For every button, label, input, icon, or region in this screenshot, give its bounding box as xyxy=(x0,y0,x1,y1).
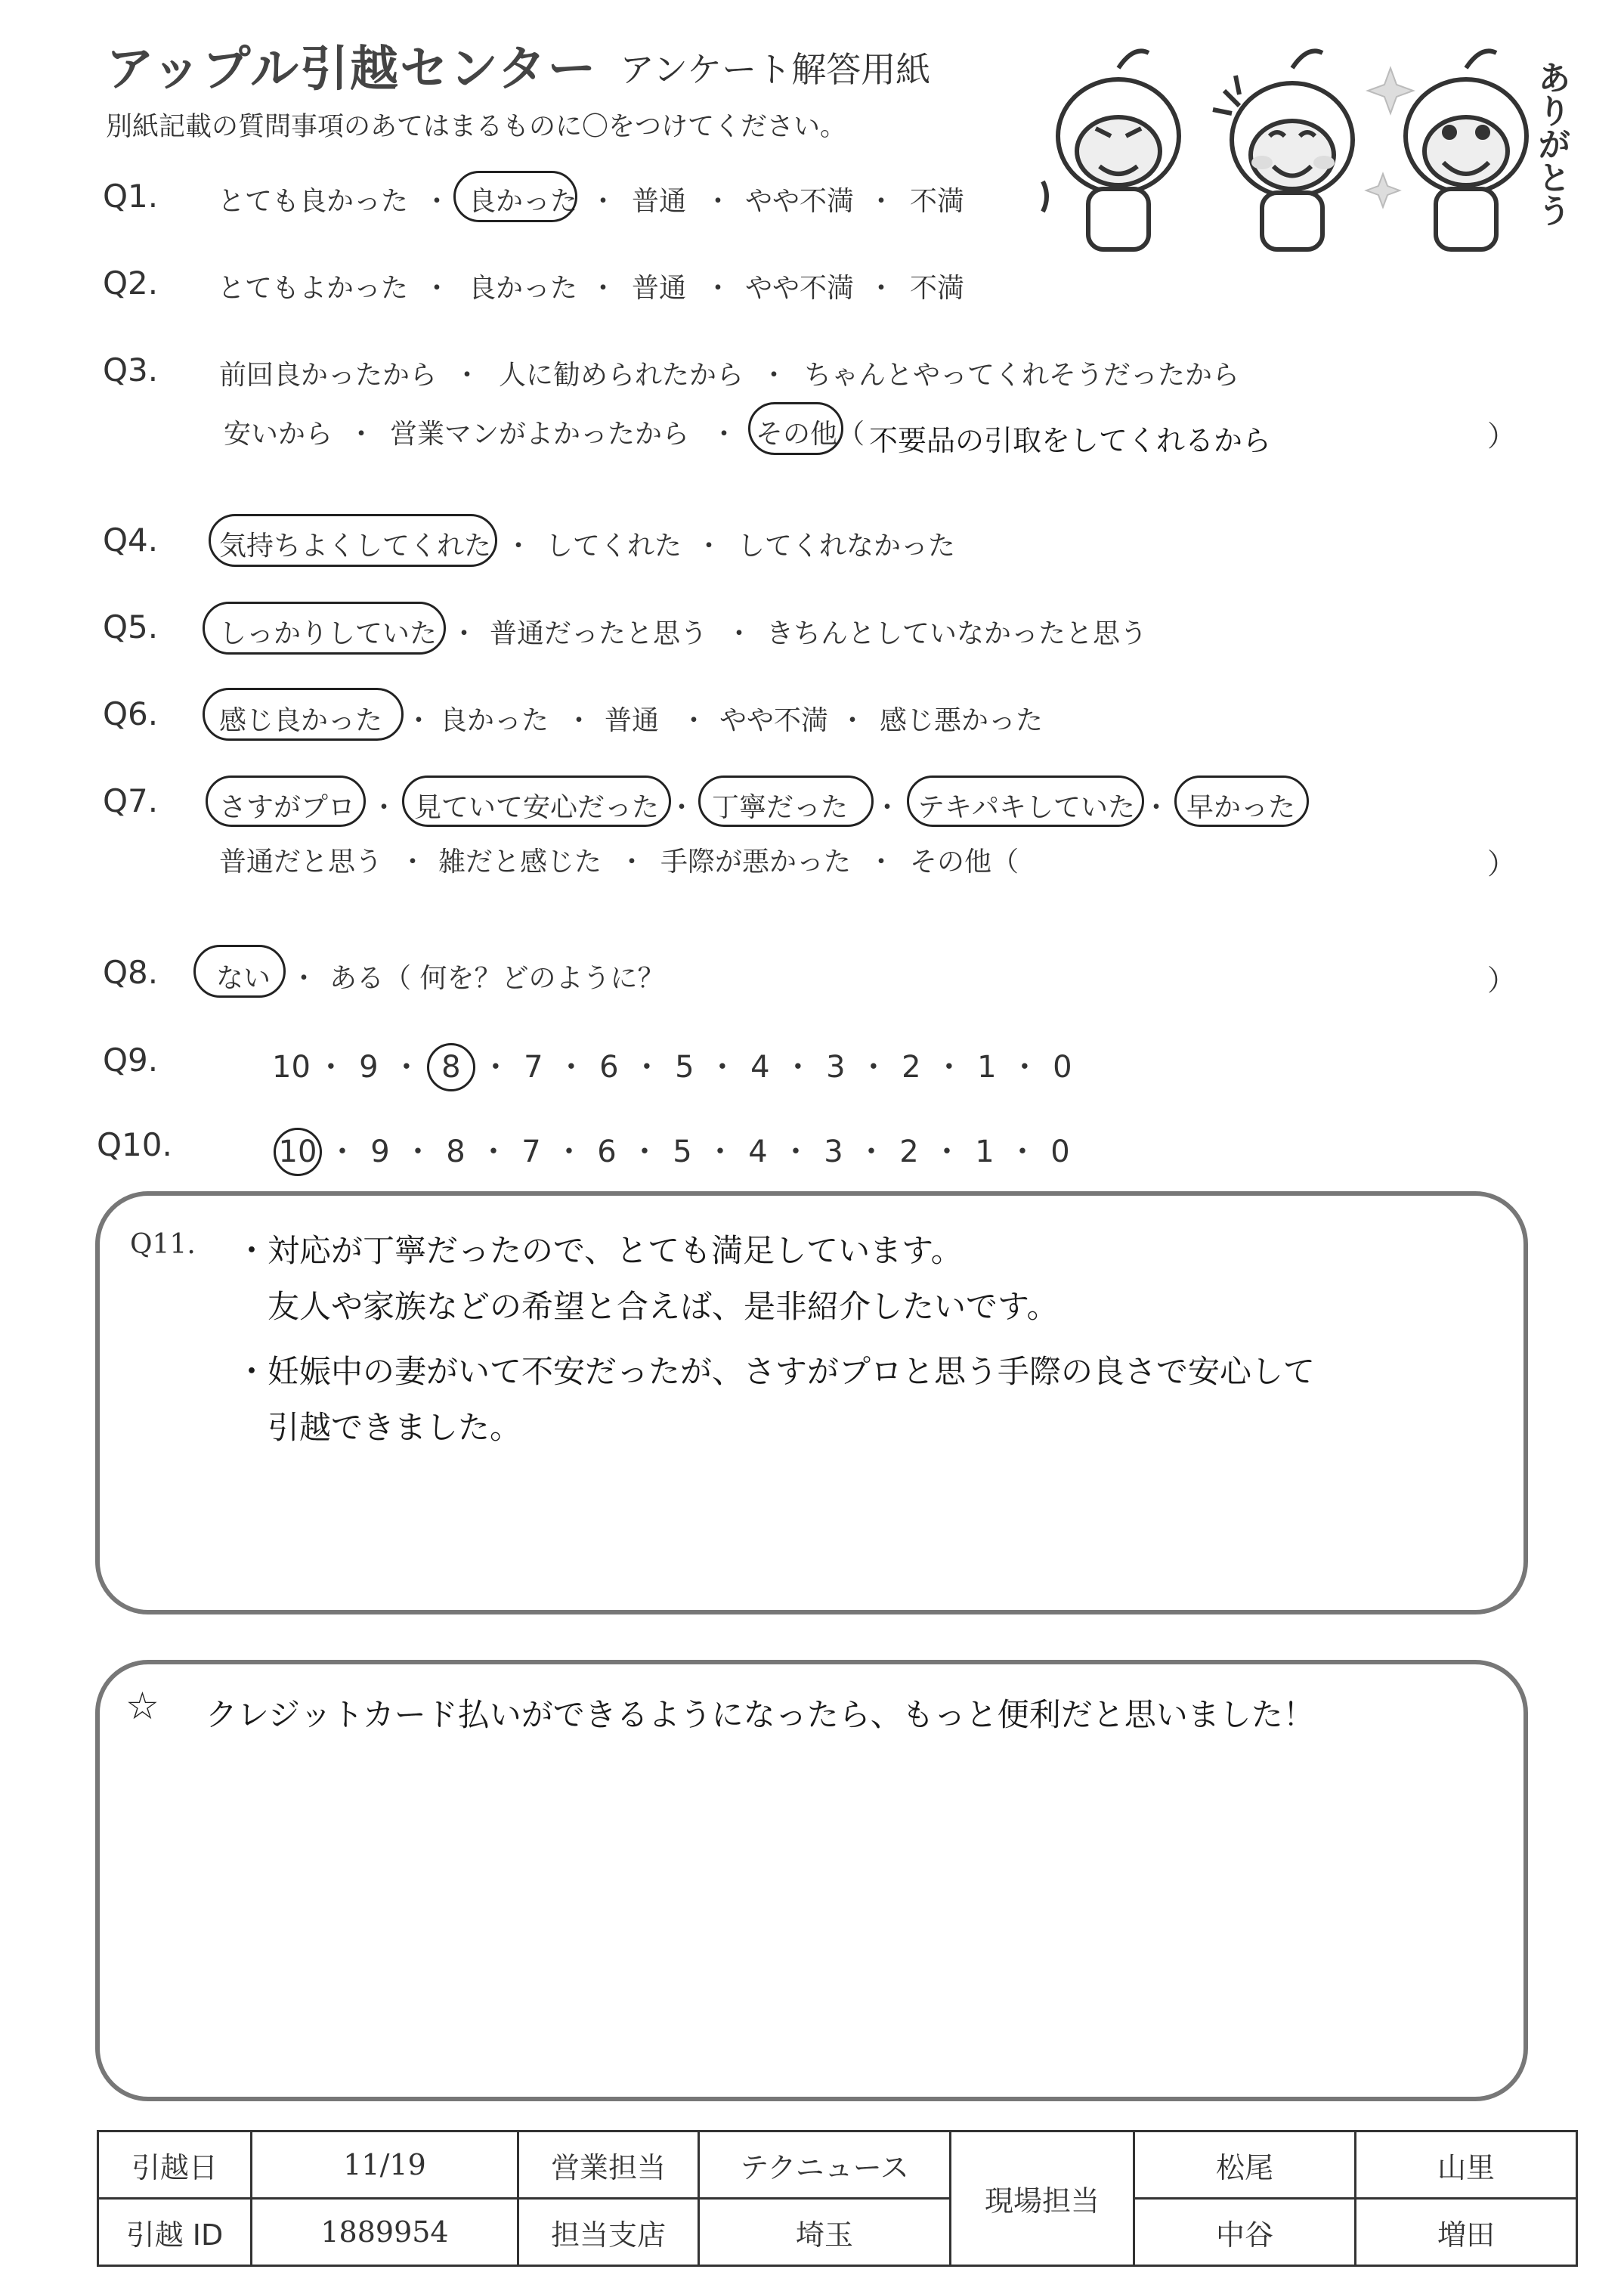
q10-option[interactable]: 6 xyxy=(597,1135,617,1169)
q11-comment-line: ・妊娠中の妻がいて不安だったが、さすがプロと思う手際の良さで安心して xyxy=(236,1353,1316,1390)
move-id-label: 引越 ID xyxy=(98,2199,252,2266)
separator: ・ xyxy=(725,618,753,649)
free-comment-text: クレジットカード払いができるようになったら、もっと便利だと思いました！ xyxy=(206,1696,1315,1733)
q6-option[interactable]: やや不満 xyxy=(719,705,829,736)
q10-option[interactable]: 9 xyxy=(370,1135,390,1169)
q11-label: Q11. xyxy=(130,1229,196,1260)
separator: ・ xyxy=(405,705,433,736)
q4-option[interactable]: してくれた xyxy=(546,531,682,562)
selection-circle xyxy=(193,945,286,998)
move-id-value: 1889954 xyxy=(252,2199,518,2266)
separator: ・ xyxy=(856,1135,886,1169)
q3-option-selected[interactable]: その他（ xyxy=(756,419,865,450)
q2-option[interactable]: 不満 xyxy=(910,273,965,304)
q3-option[interactable]: 営業マンがよかったから xyxy=(390,419,690,450)
q7-option[interactable]: 普通だと思う xyxy=(219,847,383,878)
separator: ・ xyxy=(554,1135,584,1169)
separator: ・ xyxy=(403,1135,433,1169)
q7-option-selected[interactable]: 早かった xyxy=(1186,792,1296,823)
q10-option[interactable]: 1 xyxy=(975,1135,995,1169)
separator: ・ xyxy=(874,792,902,823)
q1-option-selected[interactable]: 良かった xyxy=(469,186,578,217)
sales-staff-value: テクニュース xyxy=(699,2131,951,2199)
separator: ・ xyxy=(1143,792,1171,823)
q9-option[interactable]: 1 xyxy=(977,1050,997,1085)
q1-option[interactable]: 不満 xyxy=(910,186,965,217)
branch-label: 担当支店 xyxy=(518,2199,699,2266)
q1-option[interactable]: やや不満 xyxy=(745,186,855,217)
closing-paren: ） xyxy=(1487,847,1517,881)
q3-option[interactable]: ちゃんとやってくれそうだったから xyxy=(804,360,1240,391)
separator: ・ xyxy=(348,419,376,450)
separator: ・ xyxy=(858,1050,889,1085)
separator: ・ xyxy=(932,1135,962,1169)
q7-option-selected[interactable]: テキパキしていた xyxy=(917,792,1136,823)
selection-circle xyxy=(402,776,671,827)
q4-option[interactable]: してくれなかった xyxy=(738,531,956,562)
separator: ・ xyxy=(1009,1050,1040,1085)
sales-staff-label: 営業担当 xyxy=(518,2131,699,2199)
q10-option[interactable]: 3 xyxy=(824,1135,843,1169)
separator: ・ xyxy=(839,705,867,736)
q10-rating-scale xyxy=(274,1128,1078,1176)
separator: ・ xyxy=(478,1135,509,1169)
separator: ・ xyxy=(868,847,896,878)
q9-option[interactable]: 6 xyxy=(599,1050,619,1085)
separator: ・ xyxy=(680,705,708,736)
separator: ・ xyxy=(290,963,318,994)
q9-option[interactable]: 2 xyxy=(902,1050,921,1085)
selection-circle xyxy=(748,402,843,455)
q7-option-selected[interactable]: さすがプロ xyxy=(219,792,356,823)
question-label: Q2. xyxy=(103,265,159,302)
q10-option[interactable]: 0 xyxy=(1050,1135,1070,1169)
question-label: Q8. xyxy=(103,954,159,991)
closing-paren: ） xyxy=(1487,419,1517,453)
q3-option[interactable]: 安いから xyxy=(224,419,333,450)
separator: ・ xyxy=(704,186,732,217)
move-date-label: 引越日 xyxy=(98,2131,252,2199)
q9-option[interactable]: 9 xyxy=(359,1050,379,1085)
question-label: Q1. xyxy=(103,178,159,215)
q11-comment-line: 引越できました。 xyxy=(268,1409,522,1446)
q11-comment-line: ・対応が丁寧だったので、とても満足しています。 xyxy=(236,1232,963,1269)
q9-option-selected[interactable]: 8 xyxy=(427,1043,475,1091)
q3-option[interactable]: 人に勧められたから xyxy=(499,360,744,391)
selection-circle xyxy=(698,776,874,827)
q3-other-answer: 不要品の引取をしてくれるから xyxy=(869,424,1272,457)
field-staff-value: 中谷 xyxy=(1134,2199,1356,2266)
q11-comment-line: 友人や家族などの希望と合えば、是非紹介したいです。 xyxy=(268,1288,1059,1325)
separator: ・ xyxy=(453,360,481,391)
question-label: Q4. xyxy=(103,522,159,559)
question-label: Q10. xyxy=(97,1126,172,1163)
move-date-value: 11/19 xyxy=(252,2131,518,2199)
separator: ・ xyxy=(391,1050,422,1085)
q4-option-selected[interactable]: 気持ちよくしてくれた xyxy=(219,531,492,562)
q10-option[interactable]: 4 xyxy=(748,1135,768,1169)
question-label: Q9. xyxy=(103,1042,159,1079)
q10-option[interactable]: 7 xyxy=(521,1135,541,1169)
separator: ・ xyxy=(629,1135,660,1169)
separator: ・ xyxy=(868,273,896,304)
question-label: Q5. xyxy=(103,608,159,645)
q9-option[interactable]: 4 xyxy=(750,1050,770,1085)
separator: ・ xyxy=(423,186,451,217)
question-label: Q7. xyxy=(103,782,159,819)
q1-option[interactable]: 普通 xyxy=(632,186,687,217)
q2-option[interactable]: やや不満 xyxy=(745,273,855,304)
q2-option[interactable]: 良かった xyxy=(469,273,578,304)
separator: ・ xyxy=(1007,1135,1038,1169)
q8-option-selected[interactable]: ない xyxy=(216,963,271,994)
separator: ・ xyxy=(705,1135,735,1169)
selection-circle xyxy=(453,171,577,222)
separator: ・ xyxy=(782,1050,813,1085)
closing-paren: ） xyxy=(1487,964,1517,997)
separator: ・ xyxy=(450,618,478,649)
field-staff-label: 現場担当 xyxy=(951,2131,1134,2266)
q7-option[interactable]: 手際が悪かった xyxy=(660,847,852,878)
form-subtitle: アンケート解答用紙 xyxy=(620,49,931,90)
mascot-monkey-icon xyxy=(1043,51,1179,250)
branch-value: 埼玉 xyxy=(699,2199,951,2266)
question-label: Q3. xyxy=(103,351,159,389)
selection-circle xyxy=(209,514,497,567)
q9-rating-scale xyxy=(272,1043,1080,1091)
q10-option[interactable]: 5 xyxy=(673,1135,692,1169)
q1-option[interactable]: とても良かった xyxy=(218,186,409,217)
star-icon: ☆ xyxy=(125,1684,159,1728)
q9-option[interactable]: 7 xyxy=(524,1050,543,1085)
separator: ・ xyxy=(565,705,593,736)
separator: ・ xyxy=(589,273,617,304)
separator: ・ xyxy=(781,1135,811,1169)
move-info-table xyxy=(97,2130,1578,2267)
separator: ・ xyxy=(704,273,732,304)
separator: ・ xyxy=(589,186,617,217)
q7-option[interactable]: その他（ xyxy=(910,847,1019,878)
q3-option[interactable]: 前回良かったから xyxy=(219,360,438,391)
q6-option-selected[interactable]: 感じ良かった xyxy=(219,705,383,736)
q2-option[interactable]: とてもよかった xyxy=(218,273,409,304)
q5-option[interactable]: きちんとしていなかったと思う xyxy=(766,618,1148,649)
q10-option[interactable]: 8 xyxy=(446,1135,466,1169)
q6-option[interactable]: 良かった xyxy=(440,705,549,736)
q6-option[interactable]: 普通 xyxy=(605,705,660,736)
q10-option-selected[interactable]: 10 xyxy=(274,1128,322,1176)
question-label: Q6. xyxy=(103,695,159,732)
separator: ・ xyxy=(933,1050,964,1085)
q10-option[interactable]: 2 xyxy=(899,1135,919,1169)
separator: ・ xyxy=(370,792,398,823)
form-title: アップル引越センター xyxy=(106,42,598,98)
selection-circle xyxy=(1174,776,1309,827)
separator: ・ xyxy=(760,360,788,391)
q9-option[interactable]: 3 xyxy=(826,1050,846,1085)
q5-option[interactable]: 普通だったと思う xyxy=(490,618,708,649)
field-staff-value: 増田 xyxy=(1356,2199,1577,2266)
separator: ・ xyxy=(327,1135,357,1169)
mascot-caption: ありがとう xyxy=(1532,60,1570,227)
field-staff-value: 山里 xyxy=(1356,2131,1577,2199)
selection-circle xyxy=(203,602,446,655)
separator: ・ xyxy=(631,1050,662,1085)
separator: ・ xyxy=(668,792,696,823)
separator: ・ xyxy=(710,419,738,450)
field-staff-value: 松尾 xyxy=(1134,2131,1356,2199)
separator: ・ xyxy=(695,531,723,562)
separator: ・ xyxy=(399,847,427,878)
selection-circle xyxy=(206,776,366,827)
q6-option[interactable]: 感じ悪かった xyxy=(880,705,1044,736)
separator: ・ xyxy=(480,1050,511,1085)
q7-option-selected[interactable]: 丁寧だった xyxy=(712,792,849,823)
separator: ・ xyxy=(505,531,533,562)
instructions: 別紙記載の質問事項のあてはまるものに〇をつけてください。 xyxy=(106,112,847,142)
q2-option[interactable]: 普通 xyxy=(632,273,687,304)
q8-option[interactable]: ある（ 何を？どのように？ xyxy=(329,963,665,994)
selection-circle xyxy=(203,688,404,741)
mascot-illustration xyxy=(1035,38,1564,257)
selection-circle xyxy=(907,776,1144,827)
separator: ・ xyxy=(868,186,896,217)
mascot-monkey-icon xyxy=(1366,51,1527,250)
separator: ・ xyxy=(315,1050,346,1085)
q9-option[interactable]: 10 xyxy=(272,1050,311,1085)
separator: ・ xyxy=(618,847,646,878)
q7-option[interactable]: 雑だと感じた xyxy=(438,847,602,878)
q9-option[interactable]: 5 xyxy=(675,1050,694,1085)
mascot-monkey-icon xyxy=(1213,51,1353,250)
separator: ・ xyxy=(707,1050,738,1085)
separator: ・ xyxy=(555,1050,586,1085)
q5-option-selected[interactable]: しっかりしていた xyxy=(219,618,438,649)
separator: ・ xyxy=(423,273,451,304)
q7-option-selected[interactable]: 見ていて安心だった xyxy=(414,792,660,823)
q9-option[interactable]: 0 xyxy=(1053,1050,1072,1085)
